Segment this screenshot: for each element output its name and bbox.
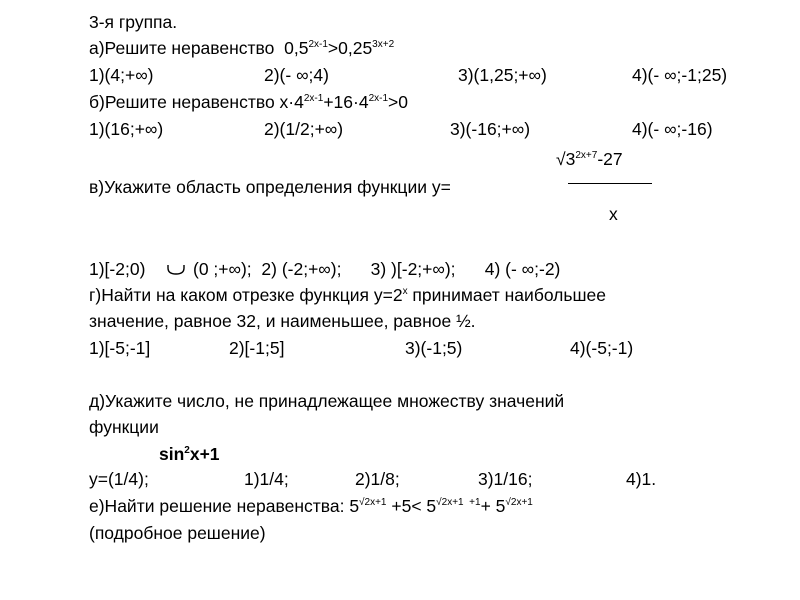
task-c-numerator [556,148,623,170]
task-b-exponent-1: 2x-1 [303,93,324,104]
task-f-mid-1: +5< 5 [386,496,437,516]
task-b-option-3: 3)(-16;+∞) [450,119,531,139]
task-b-option-1: 1)(16;+∞) [89,119,164,139]
task-a-option-2: 2)(- ∞;4) [264,65,329,85]
task-e-option-4: 4)1. [626,469,657,489]
task-e-line-1: д)Укажите число, не принадлежащее множеству значений [89,391,565,411]
task-d-exponent: x [402,286,408,297]
task-d-option-3: 3)(-1;5) [405,338,463,358]
task-c-numerator-exponent: 2x+7 [575,150,598,161]
task-b-suffix: >0 [388,92,408,112]
task-d-option-1: 1)[-5;-1] [89,338,151,358]
task-f-exponent-1: √2x+1 [359,497,387,508]
task-a-prefix: а)Решите неравенство 0,5 [89,38,309,58]
union-symbol-icon [166,265,186,275]
task-d-prefix: г)Найти на каком отрезке функция y=2 [89,285,403,305]
task-a-exponent-1: 2x-1 [308,39,328,50]
task-d-suffix: принимает наибольшее [407,285,607,305]
task-a-exponent-2: 3x+2 [372,39,395,50]
task-a-option-1: 1)(4;+∞) [89,65,154,85]
task-e-exponent-expression [159,443,220,465]
task-f-mid-2: + 5 [480,496,506,516]
task-d-line-1 [89,284,606,306]
task-d-option-4: 4)(-5;-1) [570,338,634,358]
task-e-option-1: 1)1/4; [244,469,289,489]
task-e-line-2: функции [89,417,159,437]
task-b-exponent-2: 2x-1 [368,93,389,104]
task-f-exponent-2: √2x+1 +1 [436,497,481,508]
task-e-exponent-sin: sin [159,444,185,464]
task-e-option-2: 2)1/8; [355,469,400,489]
task-d-option-2: 2)[-1;5] [229,338,285,358]
task-e-function-base: y=(1/4); [89,469,149,489]
task-b-statement [89,91,408,113]
group-heading: 3-я группа. [89,12,178,32]
task-f-prefix: е)Найти решение неравенства: 5 [89,496,360,516]
task-f-exponent-3: √2x+1 [505,497,533,508]
task-f-statement [89,495,533,517]
task-c-option-1-part: 1)[-2;0) [89,259,146,279]
fraction-bar [568,183,652,184]
task-f-note: (подробное решение) [89,523,266,543]
task-c-numerator-suffix: -27 [597,149,623,169]
task-e-exponent-power: 2 [184,445,190,456]
task-c-statement: в)Укажите область определения функции y= [89,177,451,197]
task-a-option-4: 4)(- ∞;-1;25) [632,65,728,85]
task-e-exponent-suffix: x+1 [189,444,220,464]
task-e-option-3: 3)1/16; [478,469,533,489]
task-c-denominator: x [609,204,618,224]
task-b-prefix: б)Решите неравенство x·4 [89,92,304,112]
task-d-line-2: значение, равное 32, и наименьшее, равное ½. [89,311,476,331]
task-b-mid: +16·4 [323,92,369,112]
task-a-mid: >0,25 [327,38,373,58]
task-c-options-rest: (0 ;+∞); 2) (-2;+∞); 3) )[-2;+∞); 4) (- ∞;-2) [193,259,561,279]
task-b-option-2: 2)(1/2;+∞) [264,119,344,139]
task-a-statement [89,37,394,59]
task-b-option-4: 4)(- ∞;-16) [632,119,713,139]
task-a-option-3: 3)(1,25;+∞) [458,65,547,85]
task-c-numerator-root: √3 [556,149,576,169]
